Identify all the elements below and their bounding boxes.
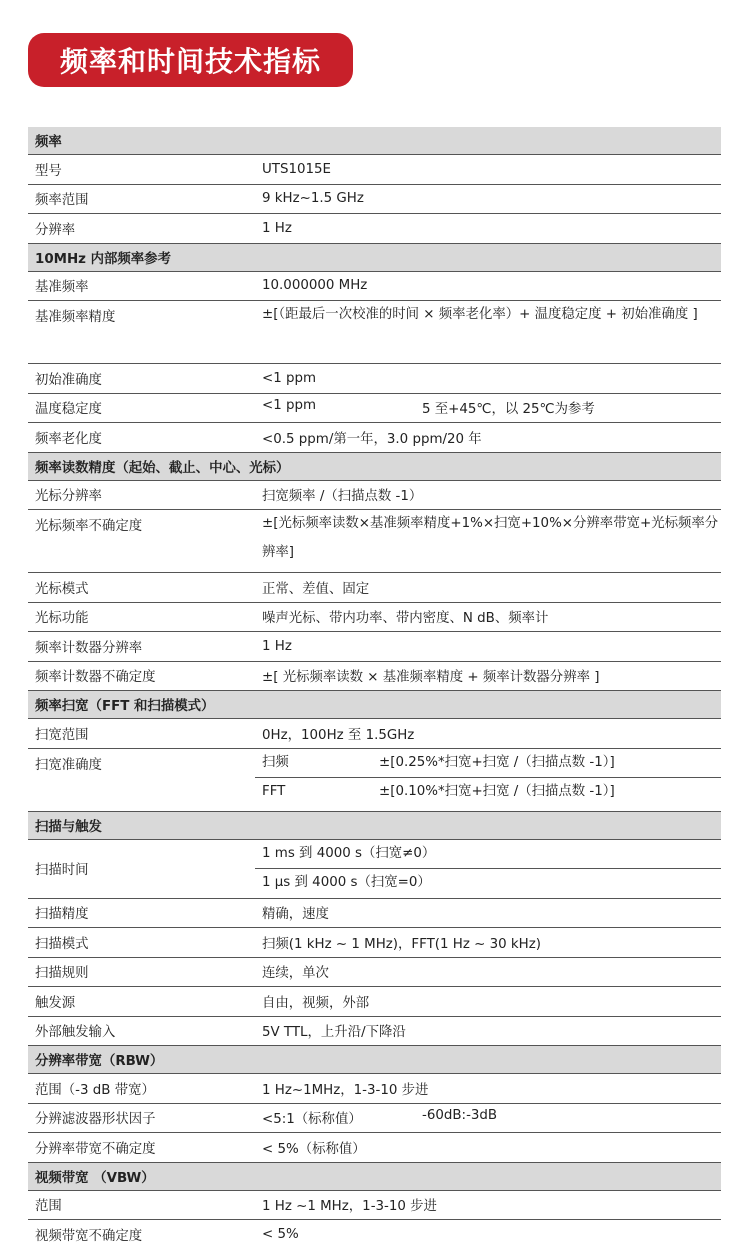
row-label: 扫宽范围 (28, 719, 255, 749)
sub-row: 1 μs 到 4000 s（扫宽=0） (255, 868, 721, 898)
section-header (28, 1046, 721, 1074)
section-header (28, 243, 721, 271)
row-value: ±[（距最后一次校准的时间 × 频率老化率）+ 温度稳定度 + 初始准确度 ] (255, 301, 721, 364)
row-value: 精确，速度 (255, 898, 721, 928)
row-value: 0Hz，100Hz 至 1.5GHz (255, 719, 721, 749)
row-value: 1 Hz (255, 632, 721, 662)
row-value: 扫频(1 kHz ~ 1 MHz)，FFT(1 Hz ~ 30 kHz) (255, 928, 721, 958)
table-row (28, 510, 721, 573)
row-label: 扫描精度 (28, 898, 255, 928)
table-row (28, 271, 721, 301)
page-title: 频率和时间技术指标 (59, 45, 321, 78)
mode-value: ±[0.10%*扫宽+扫宽 /（扫描点数 -1）] (379, 784, 615, 799)
row-label: 光标功能 (28, 602, 255, 632)
row-label: 频率计数器不确定度 (28, 661, 255, 691)
row-value: < 5%（标称值） (255, 1133, 721, 1163)
row-label: 范围 (28, 1190, 255, 1220)
value-part: <5:1（标称值） (262, 1112, 362, 1128)
section-header (28, 127, 721, 155)
row-label: 初始准确度 (28, 364, 255, 394)
row-label: 基准频率 (28, 271, 255, 301)
section-title: 10MHz 内部频率参考 (28, 243, 721, 271)
row-value (255, 1103, 721, 1133)
row-label: 温度稳定度 (28, 393, 255, 423)
table-row (28, 393, 721, 423)
title-badge (28, 33, 353, 87)
row-label: 视频带宽不确定度 (35, 1228, 143, 1244)
row-label: 光标分辨率 (28, 480, 255, 510)
row-label: 光标频率不确定度 (28, 510, 255, 573)
mode-value: ±[0.25%*扫宽+扫宽 /（扫描点数 -1）] (379, 754, 615, 770)
section-header (28, 452, 721, 480)
section-title: 频率扫宽（FFT 和扫描模式） (28, 691, 721, 719)
row-label: 频率老化度 (28, 423, 255, 453)
section-header (28, 811, 721, 839)
row-label: 触发源 (28, 987, 255, 1017)
table-row (28, 423, 721, 453)
value-part: -60dB:-3dB (422, 1108, 498, 1124)
table-row (28, 155, 721, 185)
table-row (28, 602, 721, 632)
row-label: 范围（-3 dB 带宽） (28, 1074, 255, 1104)
row-label: 频率范围 (28, 184, 255, 214)
table-row (28, 480, 721, 510)
row-value: 1 Hz (255, 214, 721, 244)
row-value: < 5% (262, 1226, 299, 1242)
section-title: 分辨率带宽（RBW） (28, 1046, 721, 1074)
table-row (28, 957, 721, 987)
row-label: 基准频率精度 (28, 301, 255, 364)
row-value (255, 393, 721, 423)
row-label: 分辨率带宽不确定度 (28, 1133, 255, 1163)
row-value: ±[ 光标频率读数 × 基准频率精度 + 频率计数器分辨率 ] (255, 661, 721, 691)
section-title: 视频带宽 （VBW） (28, 1162, 721, 1190)
table-row (28, 898, 721, 928)
mode-label: FFT (262, 784, 286, 799)
table-row (28, 719, 721, 749)
row-label: 分辨滤波器形状因子 (28, 1103, 255, 1133)
row-value: 正常、差值、固定 (255, 573, 721, 603)
row-label: 扫宽准确度 (28, 748, 255, 811)
table-row (28, 928, 721, 958)
row-value: 9 kHz~1.5 GHz (255, 184, 721, 214)
row-value: 扫宽频率 /（扫描点数 -1） (255, 480, 721, 510)
section-title: 扫描与触发 (28, 811, 721, 839)
row-value: 噪声光标、带内功率、带内密度、N dB、频率计 (255, 602, 721, 632)
section-header (28, 1162, 721, 1190)
section-header (28, 691, 721, 719)
table-row (28, 632, 721, 662)
table-row (28, 1016, 721, 1046)
table-row (28, 1220, 721, 1249)
row-value: 自由，视频，外部 (255, 987, 721, 1017)
row-label: 型号 (28, 155, 255, 185)
row-value: ±[光标频率读数×基准频率精度+1%×扫宽+10%×分辨率带宽+光标频率分辨率] (255, 510, 721, 573)
table-row (28, 1133, 721, 1163)
row-label: 扫描时间 (28, 839, 255, 898)
table-row (28, 1190, 721, 1220)
row-value: 1 Hz~1MHz，1-3-10 步进 (255, 1074, 721, 1104)
row-value: 连续，单次 (255, 957, 721, 987)
row-label: 扫描规则 (28, 957, 255, 987)
row-value (255, 839, 721, 898)
table-row (28, 214, 721, 244)
table-row (28, 1103, 721, 1133)
table-row (28, 184, 721, 214)
row-label: 光标模式 (28, 573, 255, 603)
table-row (28, 661, 721, 691)
table-row (28, 839, 721, 898)
table-row (28, 573, 721, 603)
row-value: 5V TTL，上升沿/下降沿 (255, 1016, 721, 1046)
row-value: 10.000000 MHz (255, 271, 721, 301)
table-row (28, 748, 721, 811)
row-value: 1 Hz ~1 MHz，1-3-10 步进 (255, 1190, 721, 1220)
row-label: 扫描模式 (28, 928, 255, 958)
table-row (28, 364, 721, 394)
section-title: 频率 (28, 127, 721, 155)
section-title: 频率读数精度（起始、截止、中心、光标） (28, 452, 721, 480)
row-label: 频率计数器分辨率 (28, 632, 255, 662)
value-part: <1 ppm (262, 398, 317, 414)
row-label: 分辨率 (28, 214, 255, 244)
table-row (28, 301, 721, 364)
mode-label: 扫频 (262, 754, 289, 770)
spec-table (28, 127, 721, 1249)
table-row (28, 987, 721, 1017)
value-part: 5 至+45℃，以 25℃为参考 (422, 402, 595, 418)
sub-row: 1 ms 到 4000 s（扫宽≠0） (262, 845, 436, 861)
table-row (28, 1074, 721, 1104)
row-value: UTS1015E (255, 155, 721, 185)
sub-row (255, 777, 721, 807)
sub-row (255, 749, 721, 778)
row-label: 外部触发输入 (28, 1016, 255, 1046)
row-value: <1 ppm (255, 364, 721, 394)
row-value (255, 748, 721, 811)
row-value: <0.5 ppm/第一年，3.0 ppm/20 年 (255, 423, 721, 453)
